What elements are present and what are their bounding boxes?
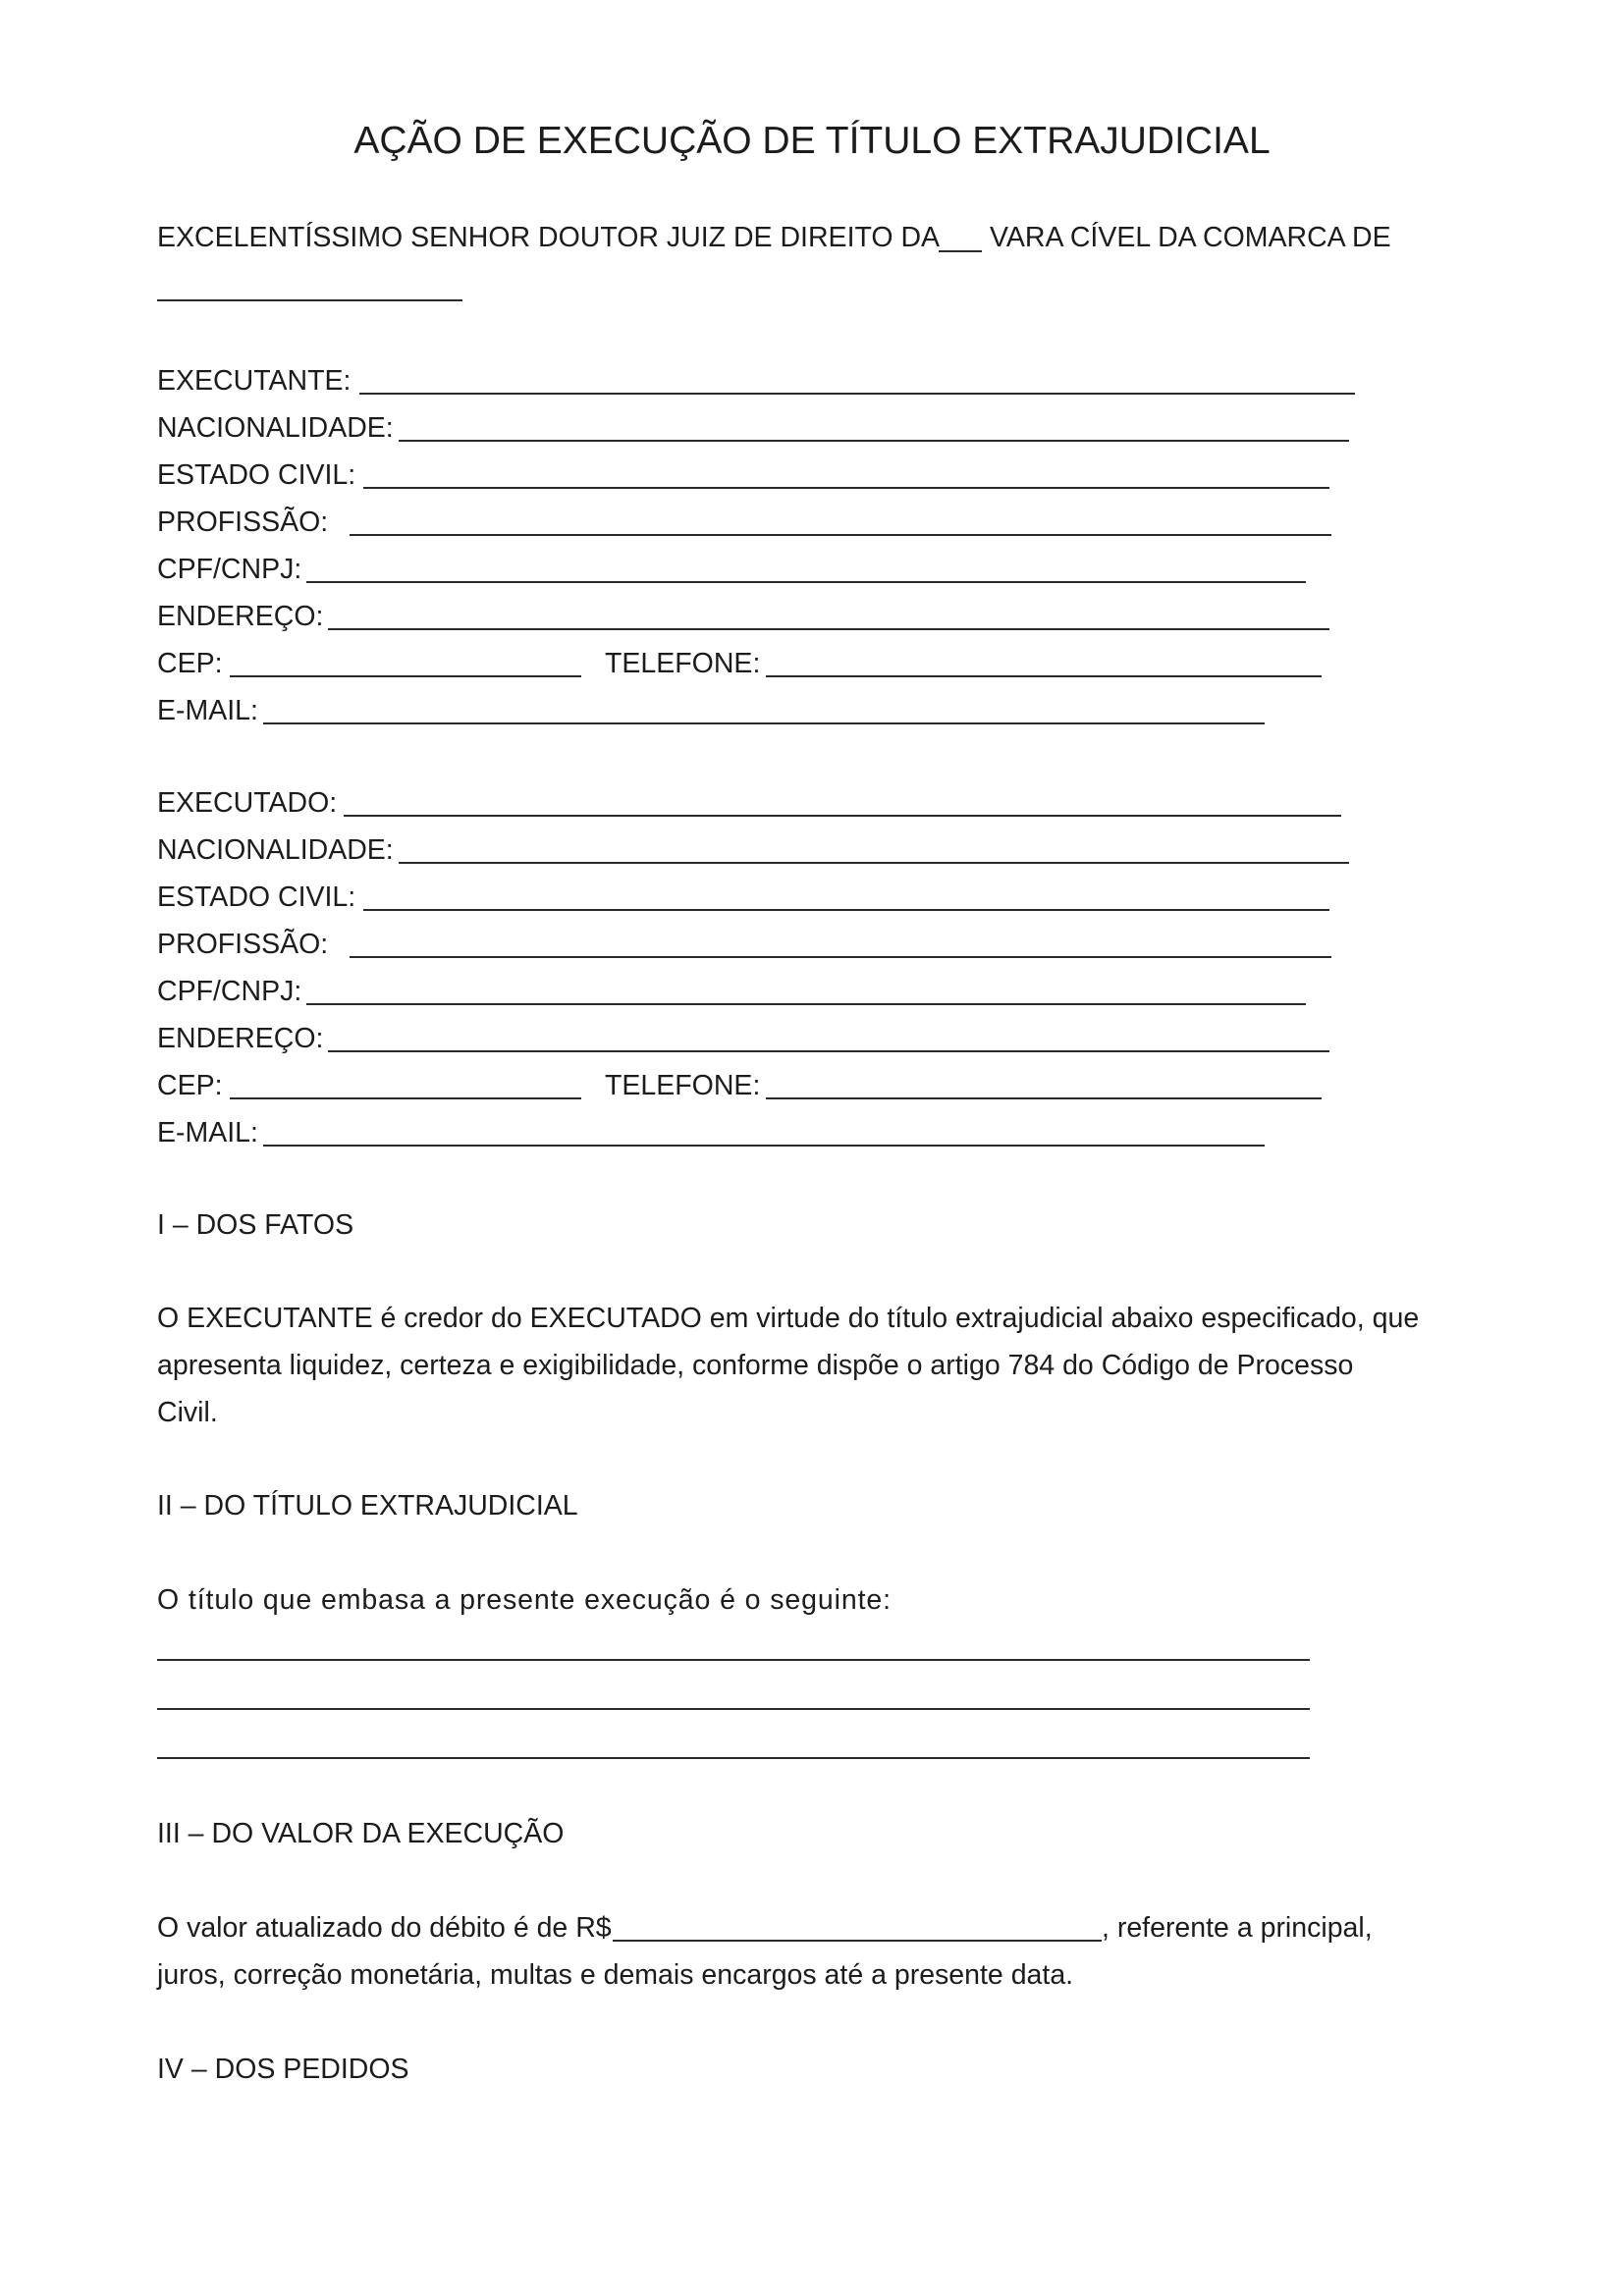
comarca-blank[interactable]	[157, 299, 462, 301]
executado-cep-telefone-row	[157, 1068, 1375, 1103]
section-heading-titulo: II – DO TÍTULO EXTRAJUDICIAL	[157, 1490, 578, 1522]
address-line-a: EXCELENTÍSSIMO SENHOR DOUTOR JUIZ DE DIREITO DA	[157, 222, 941, 253]
profissao-label: PROFISSÃO:	[157, 929, 329, 960]
telefone-label: TELEFONE:	[605, 1070, 761, 1101]
section-heading-pedidos: IV – DOS PEDIDOS	[157, 2054, 409, 2085]
executante-label: EXECUTANTE:	[157, 365, 352, 397]
executado-email-row	[157, 1115, 1375, 1150]
valor-paragraph-line-1a: O valor atualizado do débito é de R$	[157, 1912, 612, 1944]
executado-profissao-field[interactable]	[350, 956, 1331, 958]
executante-email-row	[157, 693, 1375, 728]
executado-endereco-row	[157, 1021, 1375, 1056]
executante-telefone-field[interactable]	[766, 675, 1322, 677]
executado-email-field[interactable]	[263, 1145, 1265, 1147]
vara-number-blank[interactable]	[939, 250, 982, 252]
estado-civil-label: ESTADO CIVIL:	[157, 459, 356, 491]
executante-cep-field[interactable]	[230, 675, 581, 677]
cpf-label: CPF/CNPJ:	[157, 976, 302, 1007]
section-heading-fatos: I – DOS FATOS	[157, 1209, 354, 1241]
section-heading-valor: III – DO VALOR DA EXECUÇÃO	[157, 1818, 565, 1849]
email-label: E-MAIL:	[157, 695, 258, 726]
executante-email-field[interactable]	[263, 722, 1265, 724]
titulo-blank-line-3[interactable]	[157, 1757, 1310, 1759]
executado-telefone-field[interactable]	[766, 1097, 1322, 1099]
executado-endereco-field[interactable]	[328, 1050, 1329, 1052]
telefone-label: TELEFONE:	[605, 648, 761, 679]
executado-name-field[interactable]	[344, 815, 1341, 817]
executado-cpf-row	[157, 974, 1375, 1009]
cpf-label: CPF/CNPJ:	[157, 554, 302, 585]
executante-estado-civil-row	[157, 457, 1375, 493]
cep-label: CEP:	[157, 648, 223, 679]
executante-name-field[interactable]	[359, 393, 1355, 395]
executado-label: EXECUTADO:	[157, 787, 338, 819]
executante-endereco-row	[157, 599, 1375, 634]
executado-profissao-row	[157, 927, 1375, 962]
executante-cpf-row	[157, 552, 1375, 587]
executante-profissao-field[interactable]	[350, 534, 1331, 536]
valor-amount-blank[interactable]	[613, 1940, 1102, 1942]
executante-endereco-field[interactable]	[328, 628, 1329, 630]
valor-paragraph-line-2: juros, correção monetária, multas e demais encargos até a presente data.	[157, 1959, 1074, 1991]
address-line-b: VARA CÍVEL DA COMARCA DE	[990, 222, 1391, 253]
fatos-paragraph-line-1: O EXECUTANTE é credor do EXECUTADO em virtude do título extrajudicial abaixo especificado, que	[157, 1303, 1420, 1334]
document-title: AÇÃO DE EXECUÇÃO DE TÍTULO EXTRAJUDICIAL	[353, 120, 1271, 162]
nacionalidade-label: NACIONALIDADE:	[157, 412, 394, 444]
nacionalidade-label: NACIONALIDADE:	[157, 834, 394, 866]
titulo-intro: O título que embasa a presente execução é o seguinte:	[157, 1584, 892, 1616]
executado-cpf-field[interactable]	[306, 1003, 1306, 1005]
executado-estado-civil-row	[157, 880, 1375, 915]
titulo-blank-line-1[interactable]	[157, 1659, 1310, 1661]
executante-profissao-row	[157, 505, 1375, 540]
endereco-label: ENDEREÇO:	[157, 1023, 324, 1054]
executante-cpf-field[interactable]	[306, 581, 1306, 583]
executante-estado-civil-field[interactable]	[363, 487, 1329, 489]
estado-civil-label: ESTADO CIVIL:	[157, 881, 356, 913]
profissao-label: PROFISSÃO:	[157, 507, 329, 538]
titulo-blank-line-2[interactable]	[157, 1708, 1310, 1710]
fatos-paragraph-line-3: Civil.	[157, 1397, 218, 1428]
executante-name-row	[157, 363, 1375, 399]
executado-name-row	[157, 785, 1375, 821]
valor-paragraph-line-1b: , referente a principal,	[1102, 1912, 1373, 1944]
executado-nacionalidade-row	[157, 832, 1375, 868]
cep-label: CEP:	[157, 1070, 223, 1101]
executado-estado-civil-field[interactable]	[363, 909, 1329, 911]
fatos-paragraph-line-2: apresenta liquidez, certeza e exigibilidade, conforme dispõe o artigo 784 do Código de Processo	[157, 1350, 1354, 1381]
email-label: E-MAIL:	[157, 1117, 258, 1148]
executado-cep-field[interactable]	[230, 1097, 581, 1099]
executante-nacionalidade-row	[157, 410, 1375, 446]
executado-nacionalidade-field[interactable]	[399, 862, 1349, 864]
endereco-label: ENDEREÇO:	[157, 601, 324, 632]
executante-nacionalidade-field[interactable]	[399, 440, 1349, 442]
executante-cep-telefone-row	[157, 646, 1375, 681]
